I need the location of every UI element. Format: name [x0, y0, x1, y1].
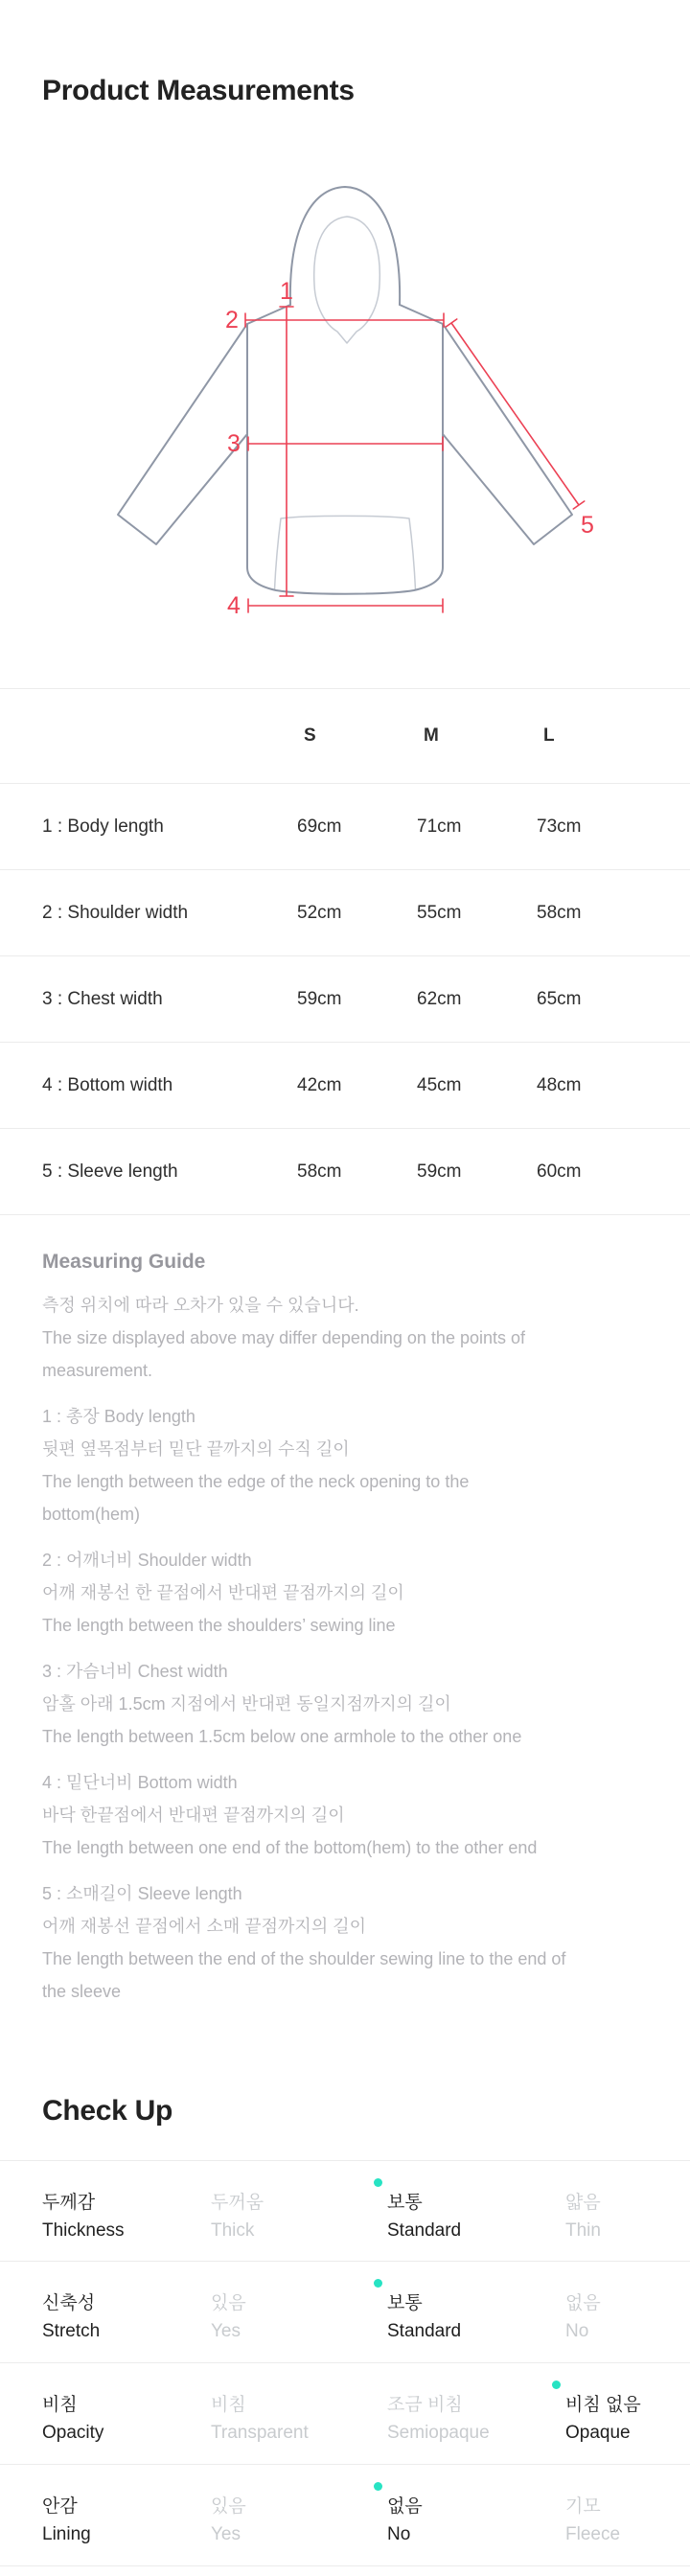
measure-value: 59cm — [417, 1161, 462, 1182]
measure-value: 45cm — [417, 1074, 462, 1095]
measure-label-5: 5 — [581, 512, 594, 539]
measuring-guide-title: Measuring Guide — [42, 1251, 206, 1273]
check-option — [565, 2363, 690, 2464]
measure-row-label: 3 : Chest width — [42, 988, 163, 1009]
check-row-label — [42, 2465, 211, 2565]
selected-dot-icon — [374, 2482, 382, 2491]
hoodie-outline-art — [118, 187, 572, 594]
measure-line-2-shoulder-width — [245, 313, 444, 327]
option-ko: 있음 — [211, 2293, 246, 2313]
guide-item-title: 4 : 밑단너비 Bottom width — [42, 1773, 238, 1792]
shoulder-seam-lines — [247, 305, 443, 324]
size-column-m: M — [424, 725, 439, 746]
label-en: Lining — [42, 2524, 91, 2544]
option-en: Standard — [387, 2220, 462, 2241]
guide-item-title: 2 : 어깨너비 Shoulder width — [42, 1551, 252, 1570]
measure-value: 71cm — [417, 816, 462, 837]
page-title: Product Measurements — [42, 75, 355, 106]
measure-line-3-chest-width — [248, 437, 443, 450]
guide-intro-ko: 측정 위치에 따라 오차가 있을 수 있습니다. — [42, 1296, 359, 1315]
guide-item-en: bottom(hem) — [42, 1505, 141, 1524]
option-ko: 보통 — [387, 2293, 423, 2313]
measure-value: 69cm — [297, 816, 342, 837]
check-option — [387, 2262, 565, 2362]
guide-item-en: The length between the edge of the neck opening to the — [42, 1472, 470, 1491]
option-ko: 없음 — [387, 2496, 423, 2517]
hood-outer-line — [290, 187, 400, 305]
check-up-title: Check Up — [42, 2095, 172, 2127]
measure-value: 55cm — [417, 902, 462, 923]
measure-row-label: 4 : Bottom width — [42, 1074, 173, 1095]
check-row-label — [42, 2363, 211, 2464]
measure-value: 58cm — [297, 1161, 342, 1182]
measure-value: 59cm — [297, 988, 342, 1009]
label-en: Opacity — [42, 2423, 104, 2443]
label-en: Stretch — [42, 2321, 101, 2341]
guide-intro — [42, 1289, 656, 1387]
measure-value: 62cm — [417, 988, 462, 1009]
guide-item-en: The length between the end of the shoulder sewing line to the end of — [42, 1949, 566, 1968]
check-row-stretch — [0, 2262, 690, 2363]
option-en: Yes — [211, 2321, 241, 2341]
option-en: Fleece — [565, 2524, 621, 2544]
table-row — [0, 1129, 690, 1215]
guide-item-title: 5 : 소매길이 Sleeve length — [42, 1884, 242, 1903]
guide-item-ko: 암홀 아래 1.5cm 지점에서 반대편 동일지점까지의 길이 — [42, 1694, 451, 1714]
check-option — [387, 2465, 565, 2565]
measure-line-4-bottom-width — [248, 599, 443, 612]
option-ko: 없음 — [565, 2293, 601, 2313]
check-row-thickness — [0, 2160, 690, 2262]
selected-dot-icon — [374, 2178, 382, 2187]
measure-value: 73cm — [537, 816, 582, 837]
measure-label-4: 4 — [227, 592, 241, 619]
check-option — [211, 2161, 387, 2261]
guide-item-body-length — [42, 1400, 656, 1530]
option-ko: 비침 — [211, 2395, 246, 2415]
guide-item-sleeve-length — [42, 1877, 656, 2008]
check-row-label — [42, 2161, 211, 2261]
guide-item-bottom-width — [42, 1766, 656, 1864]
guide-item-en: The length between one end of the bottom(hem) to the other end — [42, 1838, 538, 1857]
option-ko: 비침 없음 — [565, 2395, 641, 2415]
measure-line-5-sleeve-length — [446, 319, 584, 509]
guide-item-ko: 어깨 재봉선 끝점에서 소매 끝점까지의 길이 — [42, 1917, 366, 1936]
check-option — [211, 2363, 387, 2464]
guide-item-ko: 뒷편 옆목점부터 밑단 끝까지의 수직 길이 — [42, 1439, 350, 1459]
size-table-header — [0, 688, 690, 784]
guide-intro-en: measurement. — [42, 1361, 153, 1380]
check-up-table — [0, 2160, 690, 2566]
size-column-l: L — [543, 725, 555, 746]
size-table — [0, 688, 690, 1215]
table-row — [0, 870, 690, 956]
selected-dot-icon — [552, 2380, 561, 2389]
guide-item-ko: 어깨 재봉선 한 끝점에서 반대편 끝점까지의 길이 — [42, 1583, 404, 1602]
check-option — [387, 2161, 565, 2261]
measure-label-2: 2 — [225, 307, 239, 334]
option-en: Transparent — [211, 2423, 309, 2443]
check-row-lining — [0, 2465, 690, 2566]
option-en: Thick — [211, 2220, 255, 2241]
label-ko: 신축성 — [42, 2293, 96, 2313]
check-option — [211, 2465, 387, 2565]
table-row — [0, 956, 690, 1043]
option-en: Yes — [211, 2524, 241, 2544]
measure-label-3: 3 — [227, 430, 241, 457]
option-en: Standard — [387, 2321, 462, 2341]
measure-value: 60cm — [537, 1161, 582, 1182]
option-ko: 두꺼움 — [211, 2193, 264, 2213]
measure-value: 65cm — [537, 988, 582, 1009]
hoodie-measurement-diagram — [0, 125, 690, 661]
check-option — [565, 2161, 690, 2261]
guide-item-title: 3 : 가슴너비 Chest width — [42, 1662, 228, 1681]
label-ko: 비침 — [42, 2395, 78, 2415]
option-en: Opaque — [565, 2423, 631, 2443]
guide-item-en: The length between 1.5cm below one armhole to the other one — [42, 1727, 522, 1746]
check-option — [211, 2262, 387, 2362]
measure-row-label: 5 : Sleeve length — [42, 1161, 178, 1182]
check-row-opacity — [0, 2363, 690, 2465]
measure-value: 42cm — [297, 1074, 342, 1095]
measuring-guide-section — [42, 1249, 656, 2021]
guide-item-shoulder-width — [42, 1544, 656, 1642]
check-option — [387, 2363, 565, 2464]
option-ko: 기모 — [565, 2496, 601, 2517]
option-en: No — [565, 2321, 589, 2341]
guide-intro-en: The size displayed above may differ depending on the points of — [42, 1328, 525, 1347]
label-ko: 두께감 — [42, 2193, 96, 2213]
measure-value: 48cm — [537, 1074, 582, 1095]
measure-line-1-body-length — [280, 307, 293, 596]
kangaroo-pocket-line — [275, 516, 416, 589]
measure-label-1: 1 — [280, 278, 293, 305]
guide-item-title: 1 : 총장 Body length — [42, 1407, 196, 1426]
option-ko: 있음 — [211, 2496, 246, 2517]
measure-value: 58cm — [537, 902, 582, 923]
label-en: Thickness — [42, 2220, 125, 2241]
guide-item-en: The length between the shoulders’ sewing line — [42, 1616, 396, 1635]
check-option — [565, 2465, 690, 2565]
option-ko: 보통 — [387, 2193, 423, 2213]
check-row-label — [42, 2262, 211, 2362]
table-row — [0, 1043, 690, 1129]
option-ko: 얇음 — [565, 2193, 601, 2213]
option-en: Semiopaque — [387, 2423, 490, 2443]
measure-row-label: 2 : Shoulder width — [42, 902, 189, 923]
option-en: Thin — [565, 2220, 601, 2241]
table-row — [0, 784, 690, 870]
measurement-lines — [225, 278, 594, 619]
option-ko: 조금 비침 — [387, 2395, 463, 2415]
right-sleeve-line — [443, 324, 572, 544]
guide-item-en: the sleeve — [42, 1982, 122, 2001]
hood-face-opening-line — [314, 217, 380, 343]
label-ko: 안감 — [42, 2496, 78, 2517]
size-column-s: S — [304, 725, 316, 746]
measure-value: 52cm — [297, 902, 342, 923]
guide-item-chest-width — [42, 1655, 656, 1753]
check-option — [565, 2262, 690, 2362]
option-en: No — [387, 2524, 411, 2544]
measure-row-label: 1 : Body length — [42, 816, 164, 837]
selected-dot-icon — [374, 2279, 382, 2288]
guide-item-ko: 바닥 한끝점에서 반대편 끝점까지의 길이 — [42, 1806, 345, 1825]
